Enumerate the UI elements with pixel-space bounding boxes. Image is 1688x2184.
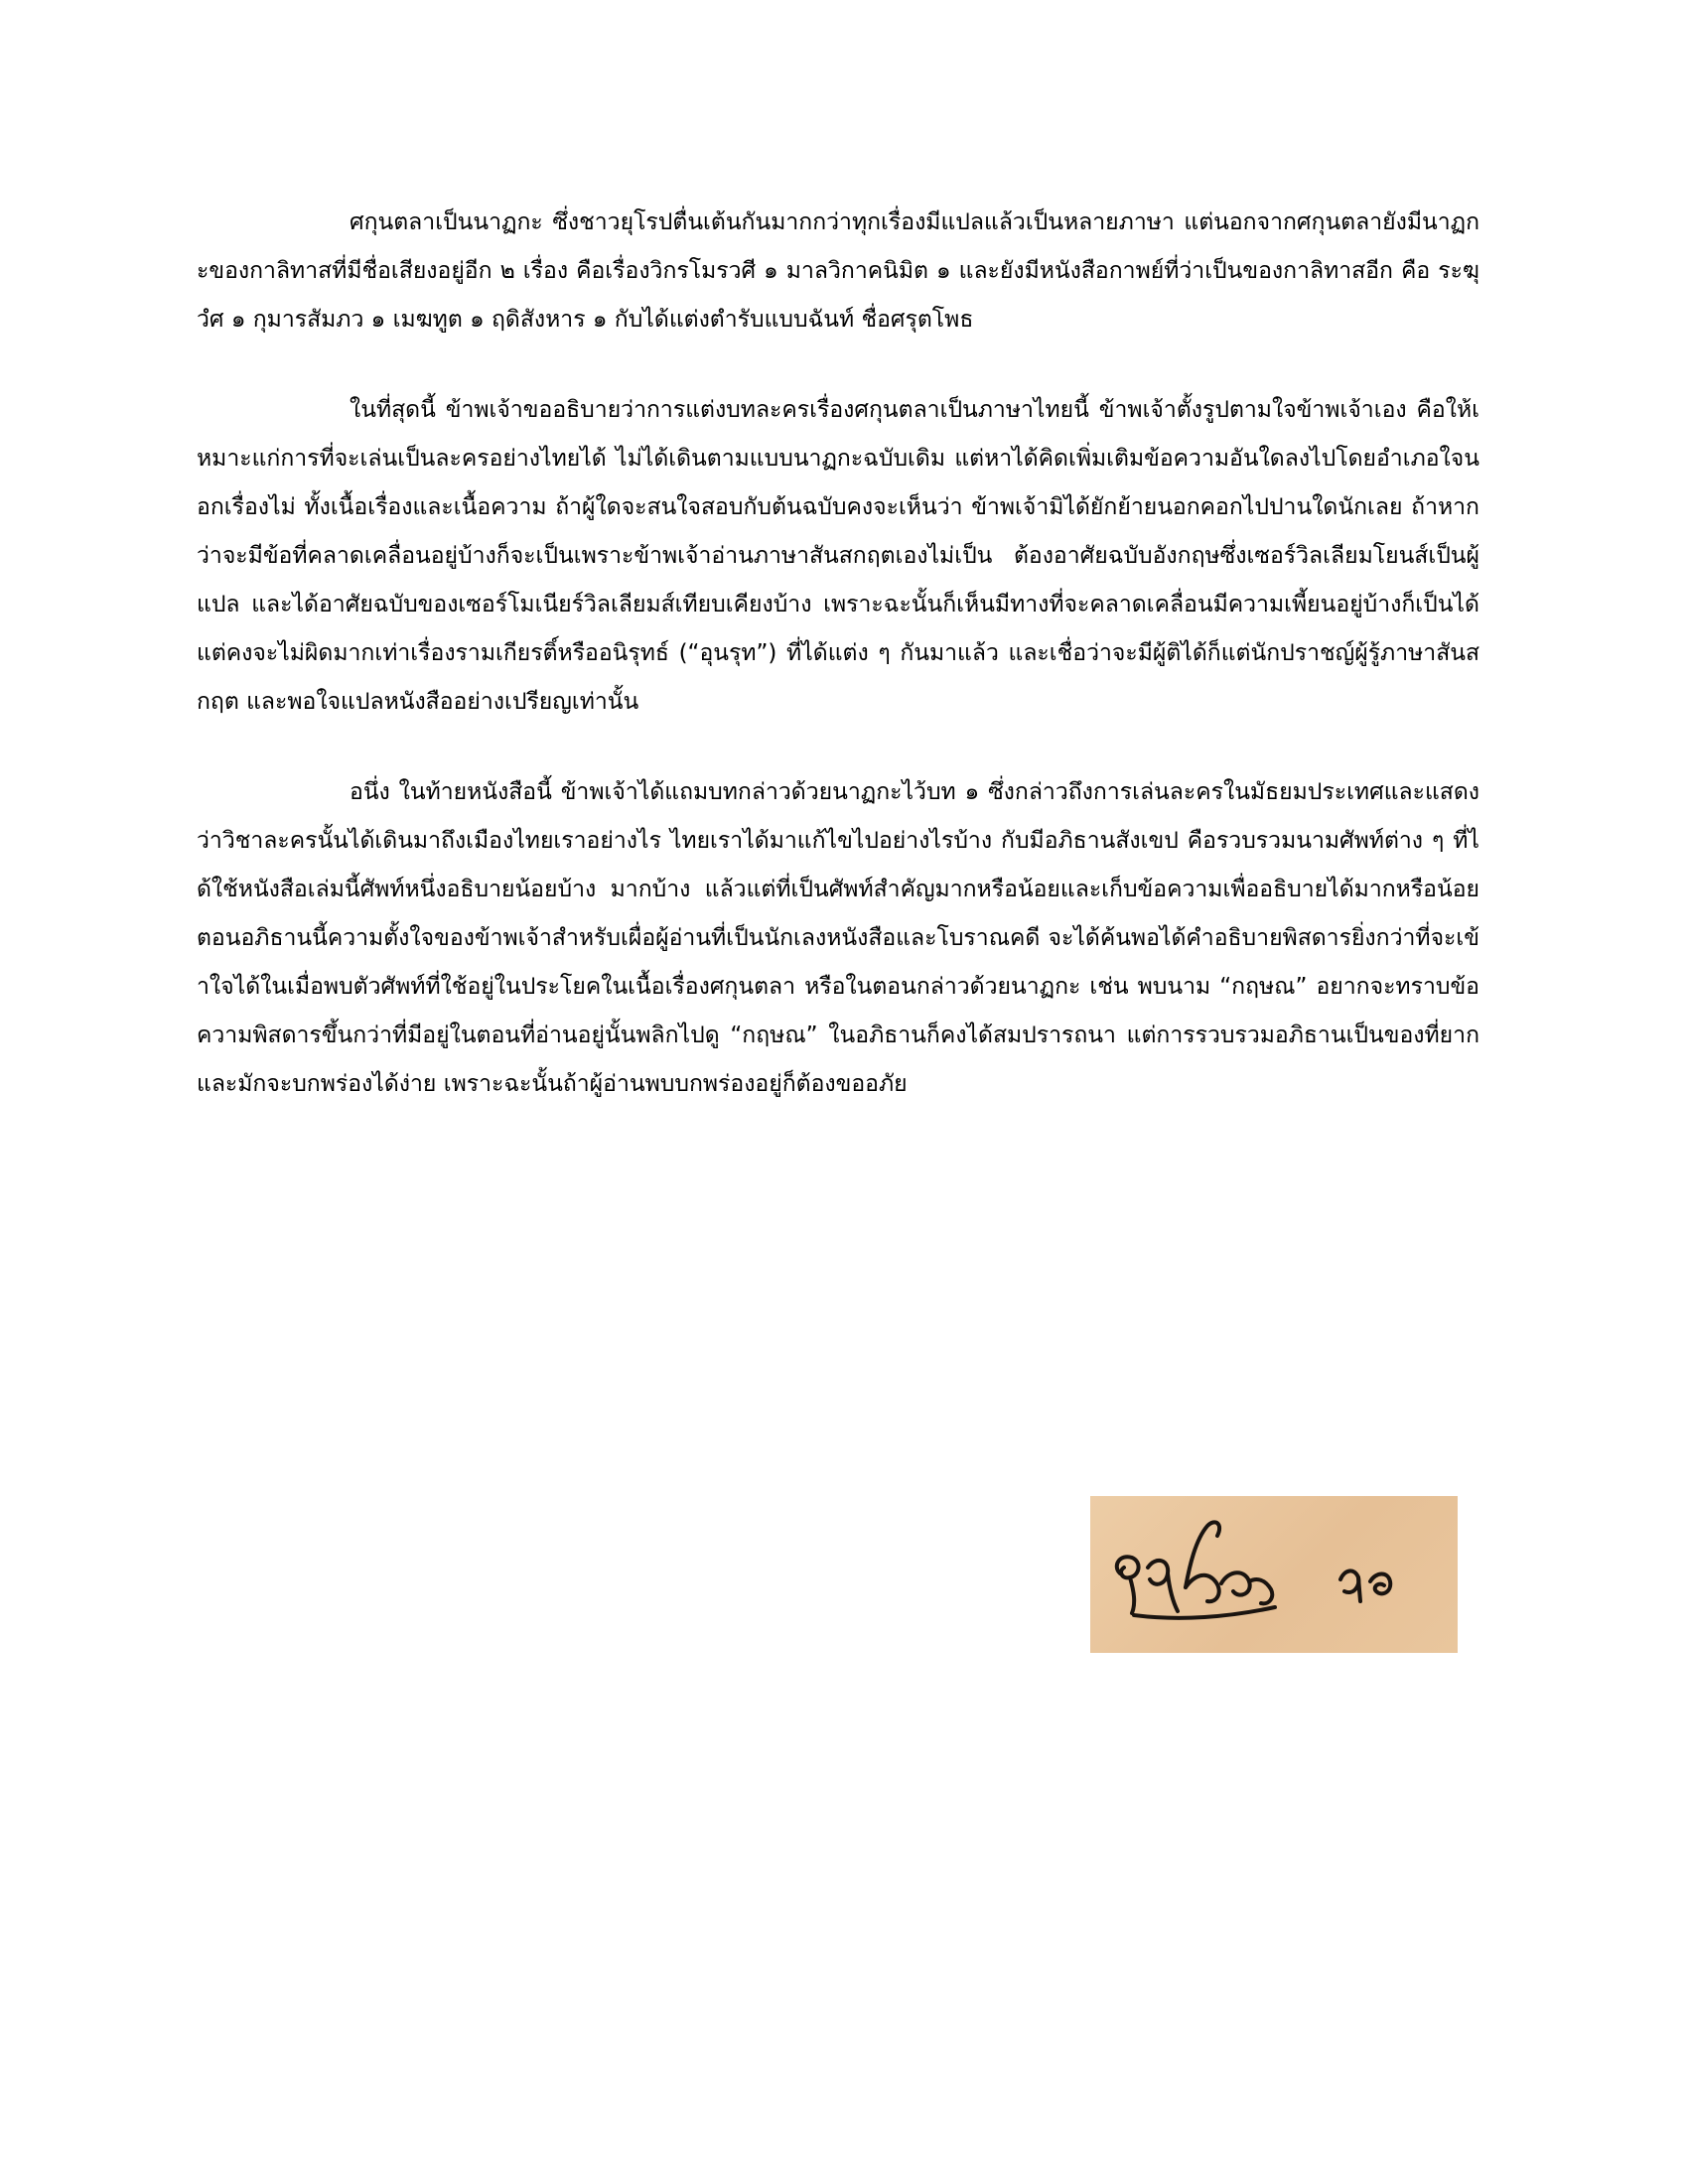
signature-image: [1090, 1496, 1458, 1653]
paragraph-2: ในที่สุดนี้ ข้าพเจ้าขออธิบายว่าการแต่งบทละครเรื่องศกุนตลาเป็นภาษาไทยนี้ ข้าพเจ้าตั้งรูปตามใจข้าพเจ้าเอง คือให้เหมาะแก่การที่จะเล่นเป็นละครอย่างไทยได้ ไม่ได้เดินตามแบบนาฏกะฉบับเดิม แต่หาได้คิดเพิ่มเติมข้อความอันใดลงไปโดยอำเภอใจนอกเรื่องไม่ ทั้งเนื้อเรื่องและเนื้อความ ถ้าผู้ใดจะสนใจสอบกับต้นฉบับคงจะเห็นว่า ข้าพเจ้ามิได้ยักย้ายนอกคอกไปปานใดนักเลย ถ้าหากว่าจะมีข้อที่คลาดเคลื่อนอยู่บ้างก็จะเป็นเพราะข้าพเจ้าอ่านภาษาสันสกฤตเองไม่เป็น ต้องอาศัยฉบับอังกฤษซึ่งเซอร์วิลเลียมโยนส์เป็นผู้แปล และได้อาศัยฉบับของเซอร์โมเนียร์วิลเลียมส์เทียบเคียงบ้าง เพราะฉะนั้นก็เห็นมีทางที่จะคลาดเคลื่อนมีความเพี้ยนอยู่บ้างก็เป็นได้ แต่คงจะไม่ผิดมากเท่าเรื่องรามเกียรติ์หรืออนิรุทธ์ (“อุนรุท”) ที่ได้แต่ง ๆ กันมาแล้ว และเชื่อว่าจะมีผู้ติได้ก็แต่นักปราชญ์ผู้รู้ภาษาสันสกฤต และพอใจแปลหนังสืออย่างเปรียญเท่านั้น: [197, 397, 1479, 715]
paragraph-3: อนึ่ง ในท้ายหนังสือนี้ ข้าพเจ้าได้แถมบทกล่าวด้วยนาฏกะไว้บท ๑ ซึ่งกล่าวถึงการเล่นละครในมัธยมประเทศและแสดงว่าวิชาละครนั้นได้เดินมาถึงเมืองไทยเราอย่างไร ไทยเราได้มาแก้ไขไปอย่างไรบ้าง กับมีอภิธานสังเขป คือรวบรวมนามศัพท์ต่าง ๆ ที่ได้ใช้หนังสือเล่มนี้ศัพท์หนึ่งอธิบายน้อยบ้าง มากบ้าง แล้วแต่ที่เป็นศัพท์สำคัญมากหรือน้อยและเก็บข้อความเพื่ออธิบายได้มากหรือน้อย ตอนอภิธานนี้ความตั้งใจของข้าพเจ้าสำหรับเผื่อผู้อ่านที่เป็นนักเลงหนังสือและโบราณคดี จะได้ค้นพอได้คำอธิบายพิสดารยิ่งกว่าที่จะเข้าใจได้ในเมื่อพบตัวศัพท์ที่ใช้อยู่ในประโยคในเนื้อเรื่องศกุนตลา หรือในตอนกล่าวด้วยนาฏกะ เช่น พบนาม “กฤษณ” อยากจะทราบข้อความพิสดารขึ้นกว่าที่มีอยู่ในตอนที่อ่านอยู่นั้นพลิกไปดู “กฤษณ” ในอภิธานก็คงได้สมปรารถนา แต่การรวบรวมอภิธานเป็นของที่ยากและมักจะบกพร่องได้ง่าย เพราะฉะนั้นถ้าผู้อ่านพบบกพร่องอยู่ก็ต้องขออภัย: [197, 779, 1479, 1097]
signature-icon: [1090, 1496, 1458, 1653]
body-text: [197, 199, 1479, 1151]
paragraph-1: ศกุนตลาเป็นนาฏกะ ซึ่งชาวยุโรปตื่นเต้นกันมากกว่าทุกเรื่องมีแปลแล้วเป็นหลายภาษา แต่นอกจากศกุนตลายังมีนาฏกะของกาลิทาสที่มีชื่อเสียงอยู่อีก ๒ เรื่อง คือเรื่องวิกรโมรวศี ๑ มาลวิกาคนิมิต ๑ และยังมีหนังสือกาพย์ที่ว่าเป็นของกาลิทาสอีก คือ ระฆุวํศ ๑ กุมารสัมภว ๑ เมฆทูต ๑ ฤดิสังหาร ๑ กับได้แต่งตำรับแบบฉันท์ ชื่อศรุตโพธ: [197, 209, 1479, 333]
